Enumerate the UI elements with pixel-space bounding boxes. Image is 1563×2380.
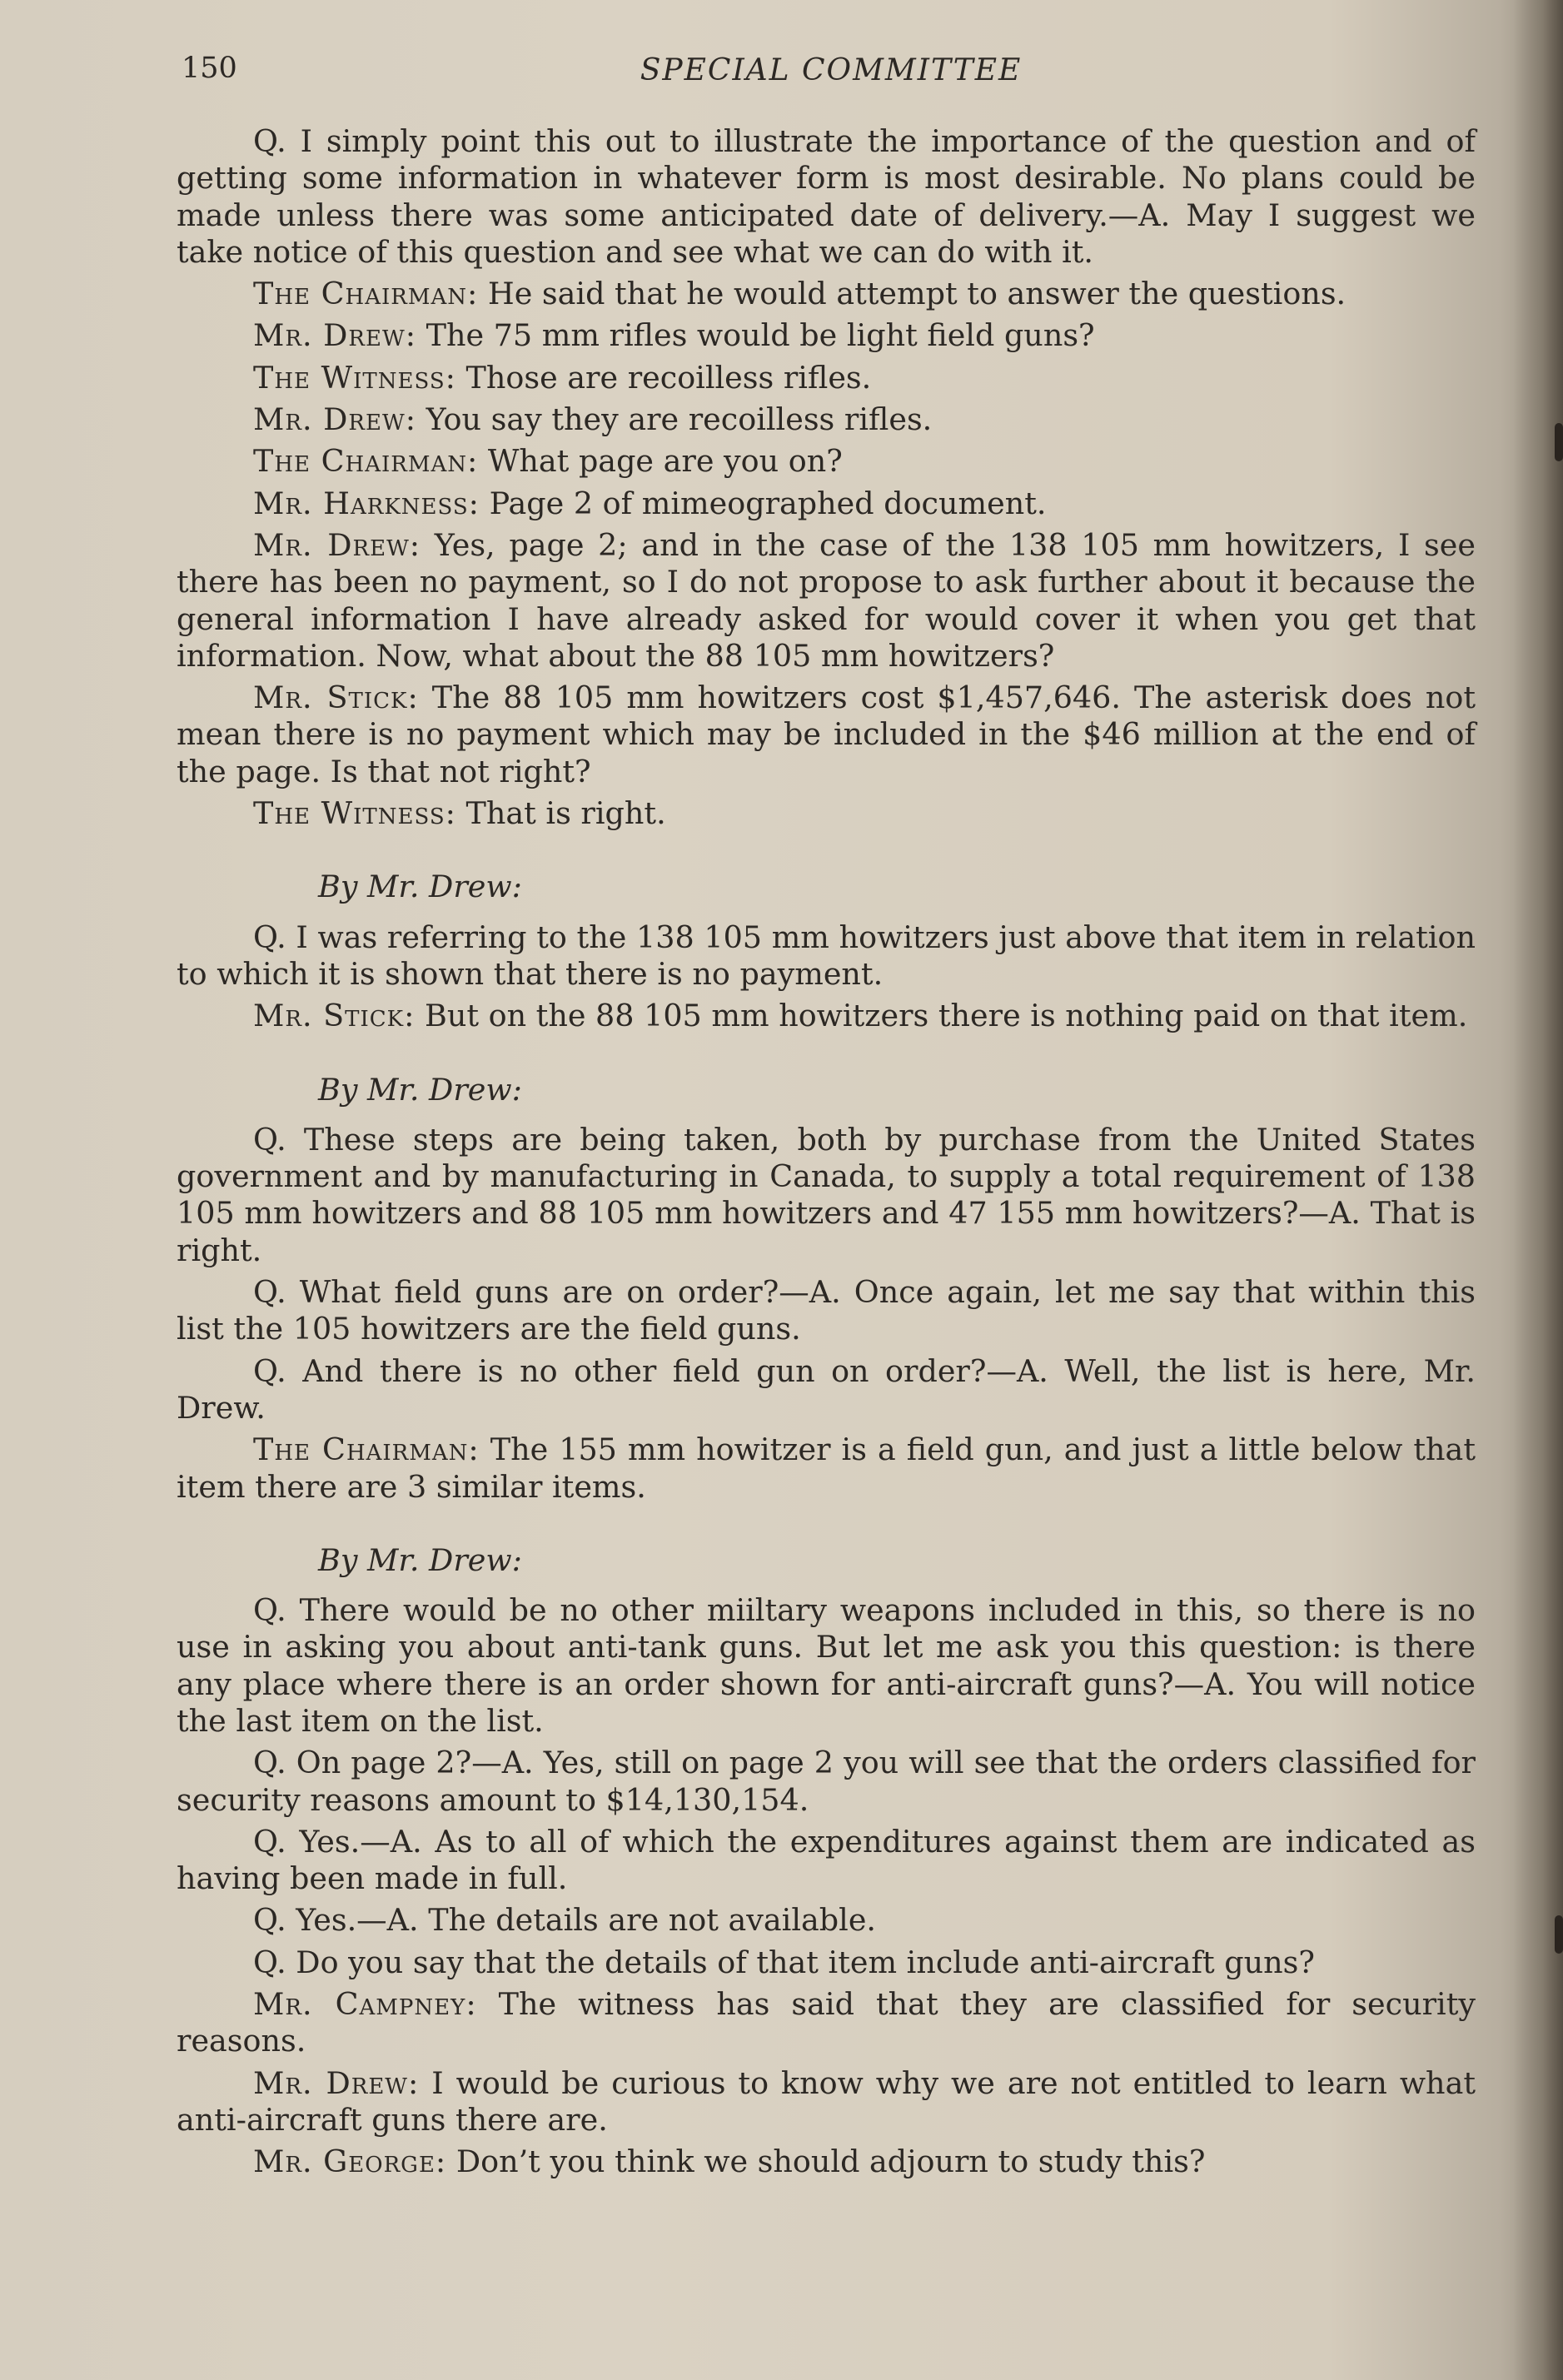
paragraph-text: Q. What field guns are on order?—A. Once again, let me say that within this list the 105 howitzers are the field guns. bbox=[177, 1274, 1476, 1347]
running-head: SPECIAL COMMITTEE bbox=[640, 53, 1023, 87]
paragraph-text: Q. And there is no other field gun on order?—A. Well, the list is here, Mr. Drew. bbox=[177, 1352, 1476, 1426]
paragraph-text: The 88 105 mm howitzers cost $1,457,646. The asterisk does not mean there is no payment which may be included in the $46 million at the end of the page. Is that not right? bbox=[177, 680, 1476, 789]
transcript-paragraph bbox=[177, 276, 1476, 312]
speaker-label: The Witness: bbox=[253, 795, 456, 832]
speaker-label: Mr. Drew: bbox=[253, 526, 421, 563]
paragraph-text: Q. Do you say that the details of that item include anti-aircraft guns? bbox=[253, 1944, 1315, 1980]
transcript-paragraph bbox=[177, 1431, 1476, 1506]
transcript-paragraph bbox=[177, 1592, 1476, 1740]
transcript-paragraph bbox=[177, 1986, 1476, 2060]
transcript-paragraph bbox=[177, 401, 1476, 438]
transcript-paragraph bbox=[177, 1274, 1476, 1348]
transcript-paragraph bbox=[177, 360, 1476, 396]
speaker-label: The Chairman: bbox=[253, 1431, 480, 1468]
speaker-label: Mr. Drew: bbox=[253, 401, 416, 438]
paragraph-text: The 155 mm howitzer is a field gun, and just a little below that item there are 3 similar items. bbox=[177, 1431, 1476, 1505]
binding-mark bbox=[1555, 423, 1563, 461]
paragraph-text: You say they are recoilless rifles. bbox=[416, 401, 933, 438]
speaker-label: The Chairman: bbox=[253, 276, 479, 312]
paragraph-text: What page are you on? bbox=[478, 443, 843, 480]
paragraph-text: Page 2 of mimeographed document. bbox=[479, 485, 1047, 521]
transcript-paragraph bbox=[177, 2143, 1476, 2180]
paragraph-text: Those are recoilless rifles. bbox=[455, 359, 872, 396]
transcript-paragraph bbox=[177, 680, 1476, 790]
paragraph-text: Don’t you think we should adjourn to study this? bbox=[446, 2143, 1206, 2180]
transcript-paragraph bbox=[177, 1824, 1476, 1898]
paragraph-text: Q. These steps are being taken, both by purchase from the United States government and by manufacturing in Canada, to supply a total requirement of 138 105 mm howitzers and 88 105 mm howitzers and 47 155 mm howitzers?—A. That is right. bbox=[177, 1121, 1476, 1268]
transcript-paragraph bbox=[177, 1902, 1476, 1939]
paragraph-text: That is right. bbox=[455, 795, 666, 832]
page-edge-shadow bbox=[1513, 0, 1563, 2380]
paragraph-text: Q. On page 2?—A. Yes, still on page 2 you will see that the orders classified for security reasons amount to $14,130,154. bbox=[177, 1745, 1476, 1818]
transcript-paragraph bbox=[177, 527, 1476, 675]
speaker-label: Mr. Harkness: bbox=[253, 485, 480, 521]
speaker-label: Mr. George: bbox=[253, 2143, 447, 2180]
paragraph-text: I would be curious to know why we are not entitled to learn what anti-aircraft guns there are. bbox=[177, 2064, 1476, 2138]
transcript-paragraph bbox=[177, 1122, 1476, 1269]
transcript-paragraph bbox=[177, 1745, 1476, 1819]
transcript-paragraph bbox=[177, 2065, 1476, 2139]
transcript-paragraph bbox=[177, 1353, 1476, 1427]
paragraph-text: The 75 mm rifles would be light field guns? bbox=[416, 317, 1095, 354]
paragraph-text: Q. I was referring to the 138 105 mm howitzers just above that item in relation to which it is shown that there is no payment. bbox=[177, 919, 1476, 992]
transcript-body bbox=[177, 123, 1476, 2186]
examiner-byline: By Mr. Drew: bbox=[318, 869, 522, 905]
paragraph-text: Q. Yes.—A. As to all of which the expenditures against them are indicated as having been made in full. bbox=[177, 1823, 1476, 1897]
speaker-label: Mr. Campney: bbox=[253, 1986, 477, 2023]
speaker-label: The Witness: bbox=[253, 359, 456, 396]
page-header bbox=[182, 52, 1481, 93]
paragraph-text: But on the 88 105 mm howitzers there is nothing paid on that item. bbox=[415, 998, 1468, 1034]
paragraph-text: Q. Yes.—A. The details are not available. bbox=[253, 1902, 877, 1939]
examiner-byline: By Mr. Drew: bbox=[318, 1541, 522, 1578]
paragraph-text: He said that he would attempt to answer the questions. bbox=[478, 276, 1346, 312]
speaker-label: Mr. Stick: bbox=[253, 998, 416, 1034]
transcript-paragraph bbox=[177, 795, 1476, 832]
speaker-label: Mr. Drew: bbox=[253, 2064, 420, 2101]
examiner-byline: By Mr. Drew: bbox=[318, 1071, 522, 1108]
paragraph-text: The witness has said that they are classified for security reasons. bbox=[177, 1986, 1476, 2059]
paragraph-text: Yes, page 2; and in the case of the 138 105 mm howitzers, I see there has been no payment, so I do not propose to ask further about it because the general information I have already asked for would cover it when you get that information. Now, what about the 88 105 mm howitzers? bbox=[177, 526, 1476, 674]
speaker-label: Mr. Drew: bbox=[253, 317, 416, 354]
speaker-label: Mr. Stick: bbox=[253, 680, 419, 716]
transcript-paragraph bbox=[177, 317, 1476, 354]
page-number: 150 bbox=[182, 52, 237, 85]
transcript-paragraph bbox=[177, 919, 1476, 993]
transcript-paragraph bbox=[177, 485, 1476, 522]
transcript-paragraph bbox=[177, 443, 1476, 480]
paragraph-text: Q. I simply point this out to illustrate the importance of the question and of getting some information in whatever form is most desirable. No plans could be made unless there was some anticipated date of delivery.—A. May I suggest we take notice of this question and see what we can do with it. bbox=[177, 123, 1476, 270]
speaker-label: The Chairman: bbox=[253, 443, 479, 480]
transcript-paragraph bbox=[177, 123, 1476, 271]
binding-mark bbox=[1555, 1915, 1563, 1954]
transcript-paragraph bbox=[177, 1944, 1476, 1981]
transcript-paragraph bbox=[177, 998, 1476, 1034]
paragraph-text: Q. There would be no other miiltary weapons included in this, so there is no use in asking you about anti-tank guns. But let me ask you this question: is there any place where there is an order shown for anti-aircraft guns?—A. You will notice the last item on the list. bbox=[177, 1592, 1476, 1739]
